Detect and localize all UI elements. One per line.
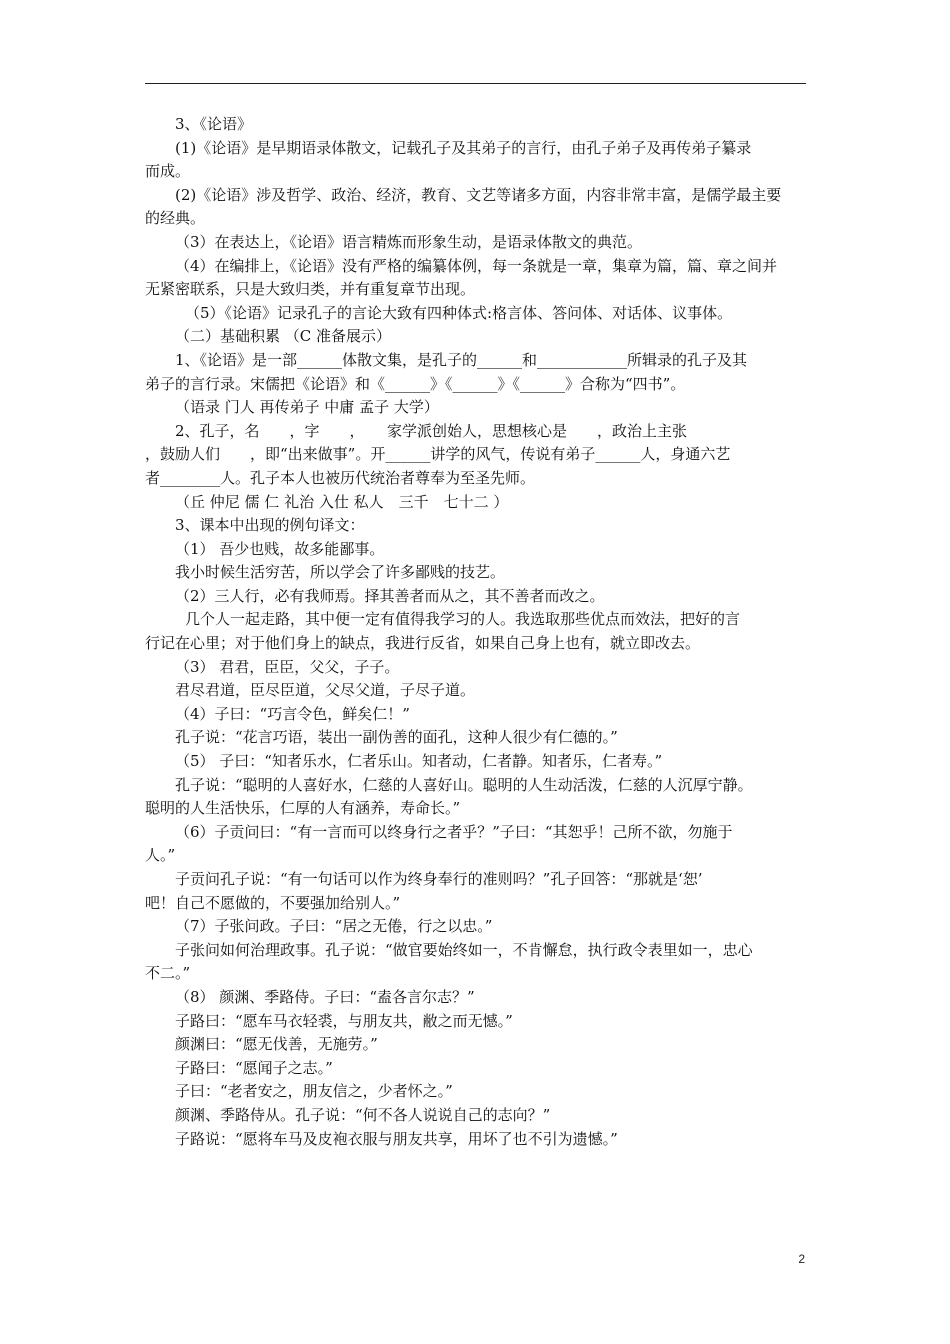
text-line: 聪明的人生活快乐，仁厚的人有涵养，寿命长。” — [145, 799, 461, 818]
text-line: 吧！自己不愿做的，不要强加给别人。” — [145, 893, 401, 912]
text-line: （3）在表达上，《论语》语言精炼而形象生动，是语录体散文的典范。 — [175, 232, 643, 251]
text-line: 2、孔子，名 ，字 ， 家学派创始人，思想核心是 ，政治上主张 — [175, 421, 688, 440]
page-number: 2 — [798, 1252, 805, 1266]
text-line: 而成。 — [145, 162, 191, 181]
text-line: 君尽君道，臣尽臣道，父尽父道，子尽子道。 — [175, 681, 476, 700]
text-line: 子贡问孔子说：“有一句话可以作为终身奉行的准则吗？”孔子回答：“那就是‘恕’ — [175, 870, 703, 888]
answer-key: （语录 门人 再传弟子 中庸 孟子 大学） — [175, 398, 439, 417]
text-line: （5） 子曰：“知者乐水，仁者乐山。知者动，仁者静。知者乐，仁者寿。” — [175, 752, 663, 771]
text-line: 子路曰：“愿闻子之志。” — [175, 1058, 333, 1077]
text-line: （8） 颜渊、季路侍。子曰：“盍各言尔志？” — [175, 987, 475, 1006]
text-line: 孔子说：“花言巧语，装出一副伪善的面孔，这种人很少有仁德的。” — [175, 728, 618, 747]
text-line: 1、《论语》是一部______体散文集，是孔子的______和____________所辑录的孔子及其 — [175, 350, 748, 369]
text-line: 行记在心里；对于他们身上的缺点，我进行反省，如果自己身上也有，就立即改去。 — [145, 634, 701, 653]
text-line: （5）《论语》记录孔子的言论大致有四种体式:格言体、答问体、对话体、议事体。 — [185, 303, 733, 322]
text-line: 不二。” — [145, 964, 191, 983]
text-line: （4）在编排上，《论语》没有严格的编纂体例，每一条就是一章，集章为篇，篇、章之间并 — [175, 256, 778, 275]
text-line: (1)《论语》是早期语录体散文，记载孔子及其弟子的言行，由孔子弟子及再传弟子纂录 — [175, 138, 752, 157]
text-line: 颜渊、季路侍从。孔子说：“何不各人说说自己的志向？” — [175, 1105, 551, 1124]
text-line: （4）子曰：“巧言令色，鲜矣仁！” — [175, 704, 410, 723]
text-line: （6）子贡问曰：“有一言而可以终身行之者乎？”子曰：“其恕乎！己所不欲，勿施于 — [175, 822, 733, 841]
answer-key: （丘 仲尼 儒 仁 礼治 入仕 私人 三千 七十二 ） — [175, 492, 509, 511]
text-line: （3） 君君，臣臣，父父，子子。 — [175, 657, 400, 676]
text-line: 子路曰：“愿车马衣轻裘，与朋友共，敝之而无憾。” — [175, 1011, 513, 1030]
text-line: ，鼓励人们 ，即“出来做事”。开______讲学的风气，传说有弟子______人，身通六艺 — [145, 445, 731, 464]
page-body — [145, 113, 806, 1151]
text-line: 子张问如何治理政事。孔子说：“做官要始终如一，不肯懈怠，执行政令表里如一，忠心 — [175, 940, 753, 959]
text-line: 子曰：“老者安之，朋友信之，少者怀之。” — [175, 1082, 453, 1101]
text-line: 我小时候生活穷苦，所以学会了许多鄙贱的技艺。 — [175, 563, 506, 582]
text-line: 无紧密联系，只是大致归类，并有重复章节出现。 — [145, 280, 476, 299]
text-line: 的经典。 — [145, 209, 206, 228]
text-line: 子路说：“愿将车马及皮袍衣服与朋友共享，用坏了也不引为遗憾。” — [175, 1129, 618, 1148]
text-line: 者________人。孔子本人也被历代统治者尊奉为至圣先师。 — [145, 468, 536, 487]
text-line: 弟子的言行录。宋儒把《论语》和《______》《______》《______》合称为“四书”。 — [145, 374, 686, 393]
text-line: （2）三人行，必有我师焉。择其善者而从之，其不善者而改之。 — [175, 586, 605, 605]
text-line: （1） 吾少也贱，故多能鄙事。 — [175, 539, 385, 558]
text-line: 人。” — [145, 846, 176, 865]
text-line: 几个人一起走路，其中便一定有值得我学习的人。我选取那些优点而效法，把好的言 — [185, 610, 741, 629]
header-rule — [145, 83, 806, 84]
section-heading: 3、《论语》 — [175, 115, 253, 133]
text-line: (2)《论语》涉及哲学、政治、经济，教育、文艺等诸多方面，内容非常丰富，是儒学最主要 — [175, 185, 782, 204]
text-line: 孔子说：“聪明的人喜好水，仁慈的人喜好山。聪明的人生动活泼，仁慈的人沉厚宁静。 — [175, 775, 753, 794]
section-heading: （二）基础积累 （C 准备展示） — [175, 327, 392, 346]
section-heading: 3、课本中出现的例句译文： — [175, 516, 365, 535]
text-line: 颜渊曰：“愿无伐善，无施劳。” — [175, 1035, 378, 1054]
text-line: （7）子张问政。子曰：“居之无倦，行之以忠。” — [175, 917, 493, 936]
